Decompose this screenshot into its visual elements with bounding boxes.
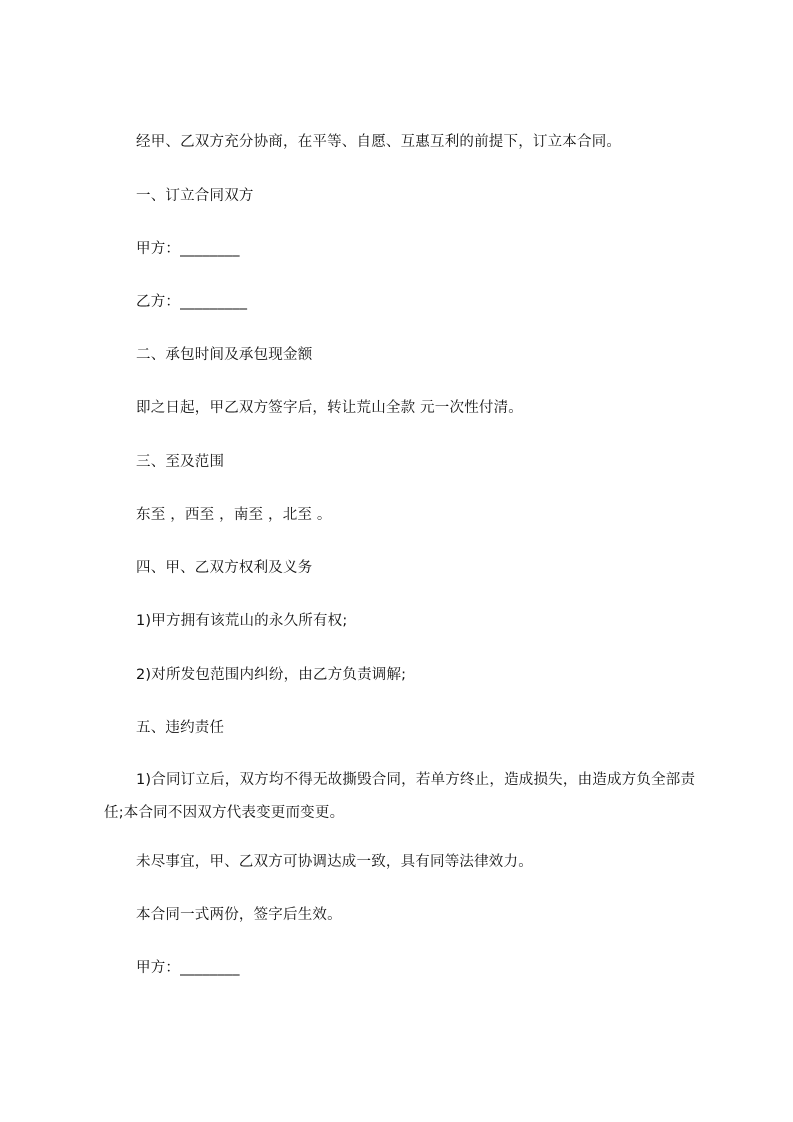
liability-paragraph: 1)合同订立后，双方均不得无故撕毁合同，若单方终止，造成损失，由造成方负全部责任;本合同不因双方代表变更而变更。: [104, 772, 696, 821]
boundaries-paragraph: 东至 ，西至 ，南至 ，北至 。: [136, 507, 332, 523]
section-heading-term-amount: 二、承包时间及承包现金额: [136, 347, 313, 363]
payment-paragraph: 即之日起，甲乙双方签字后，转让荒山全款 元一次性付清。: [136, 400, 524, 416]
party-b-line: 乙方：_________: [136, 294, 248, 310]
section-heading-parties: 一、订立合同双方: [136, 188, 254, 204]
section-heading-scope: 三、至及范围: [136, 454, 225, 470]
section-heading-rights: 四、甲、乙双方权利及义务: [136, 560, 313, 576]
intro-paragraph: 经甲、乙双方充分协商，在平等、自愿、互惠互利的前提下，订立本合同。: [136, 134, 622, 150]
copies-paragraph: 本合同一式两份，签字后生效。: [136, 907, 342, 923]
rights-item-1: 1)甲方拥有该荒山的永久所有权;: [136, 613, 348, 629]
party-a-line: 甲方：________: [136, 241, 240, 257]
other-matters-paragraph: 未尽事宜，甲、乙双方可协调达成一致，具有同等法律效力。: [136, 854, 533, 870]
rights-item-2: 2)对所发包范围内纠纷，由乙方负责调解;: [136, 667, 407, 683]
section-heading-liability: 五、违约责任: [136, 720, 225, 736]
party-a-signature-line: 甲方：________: [136, 960, 240, 976]
